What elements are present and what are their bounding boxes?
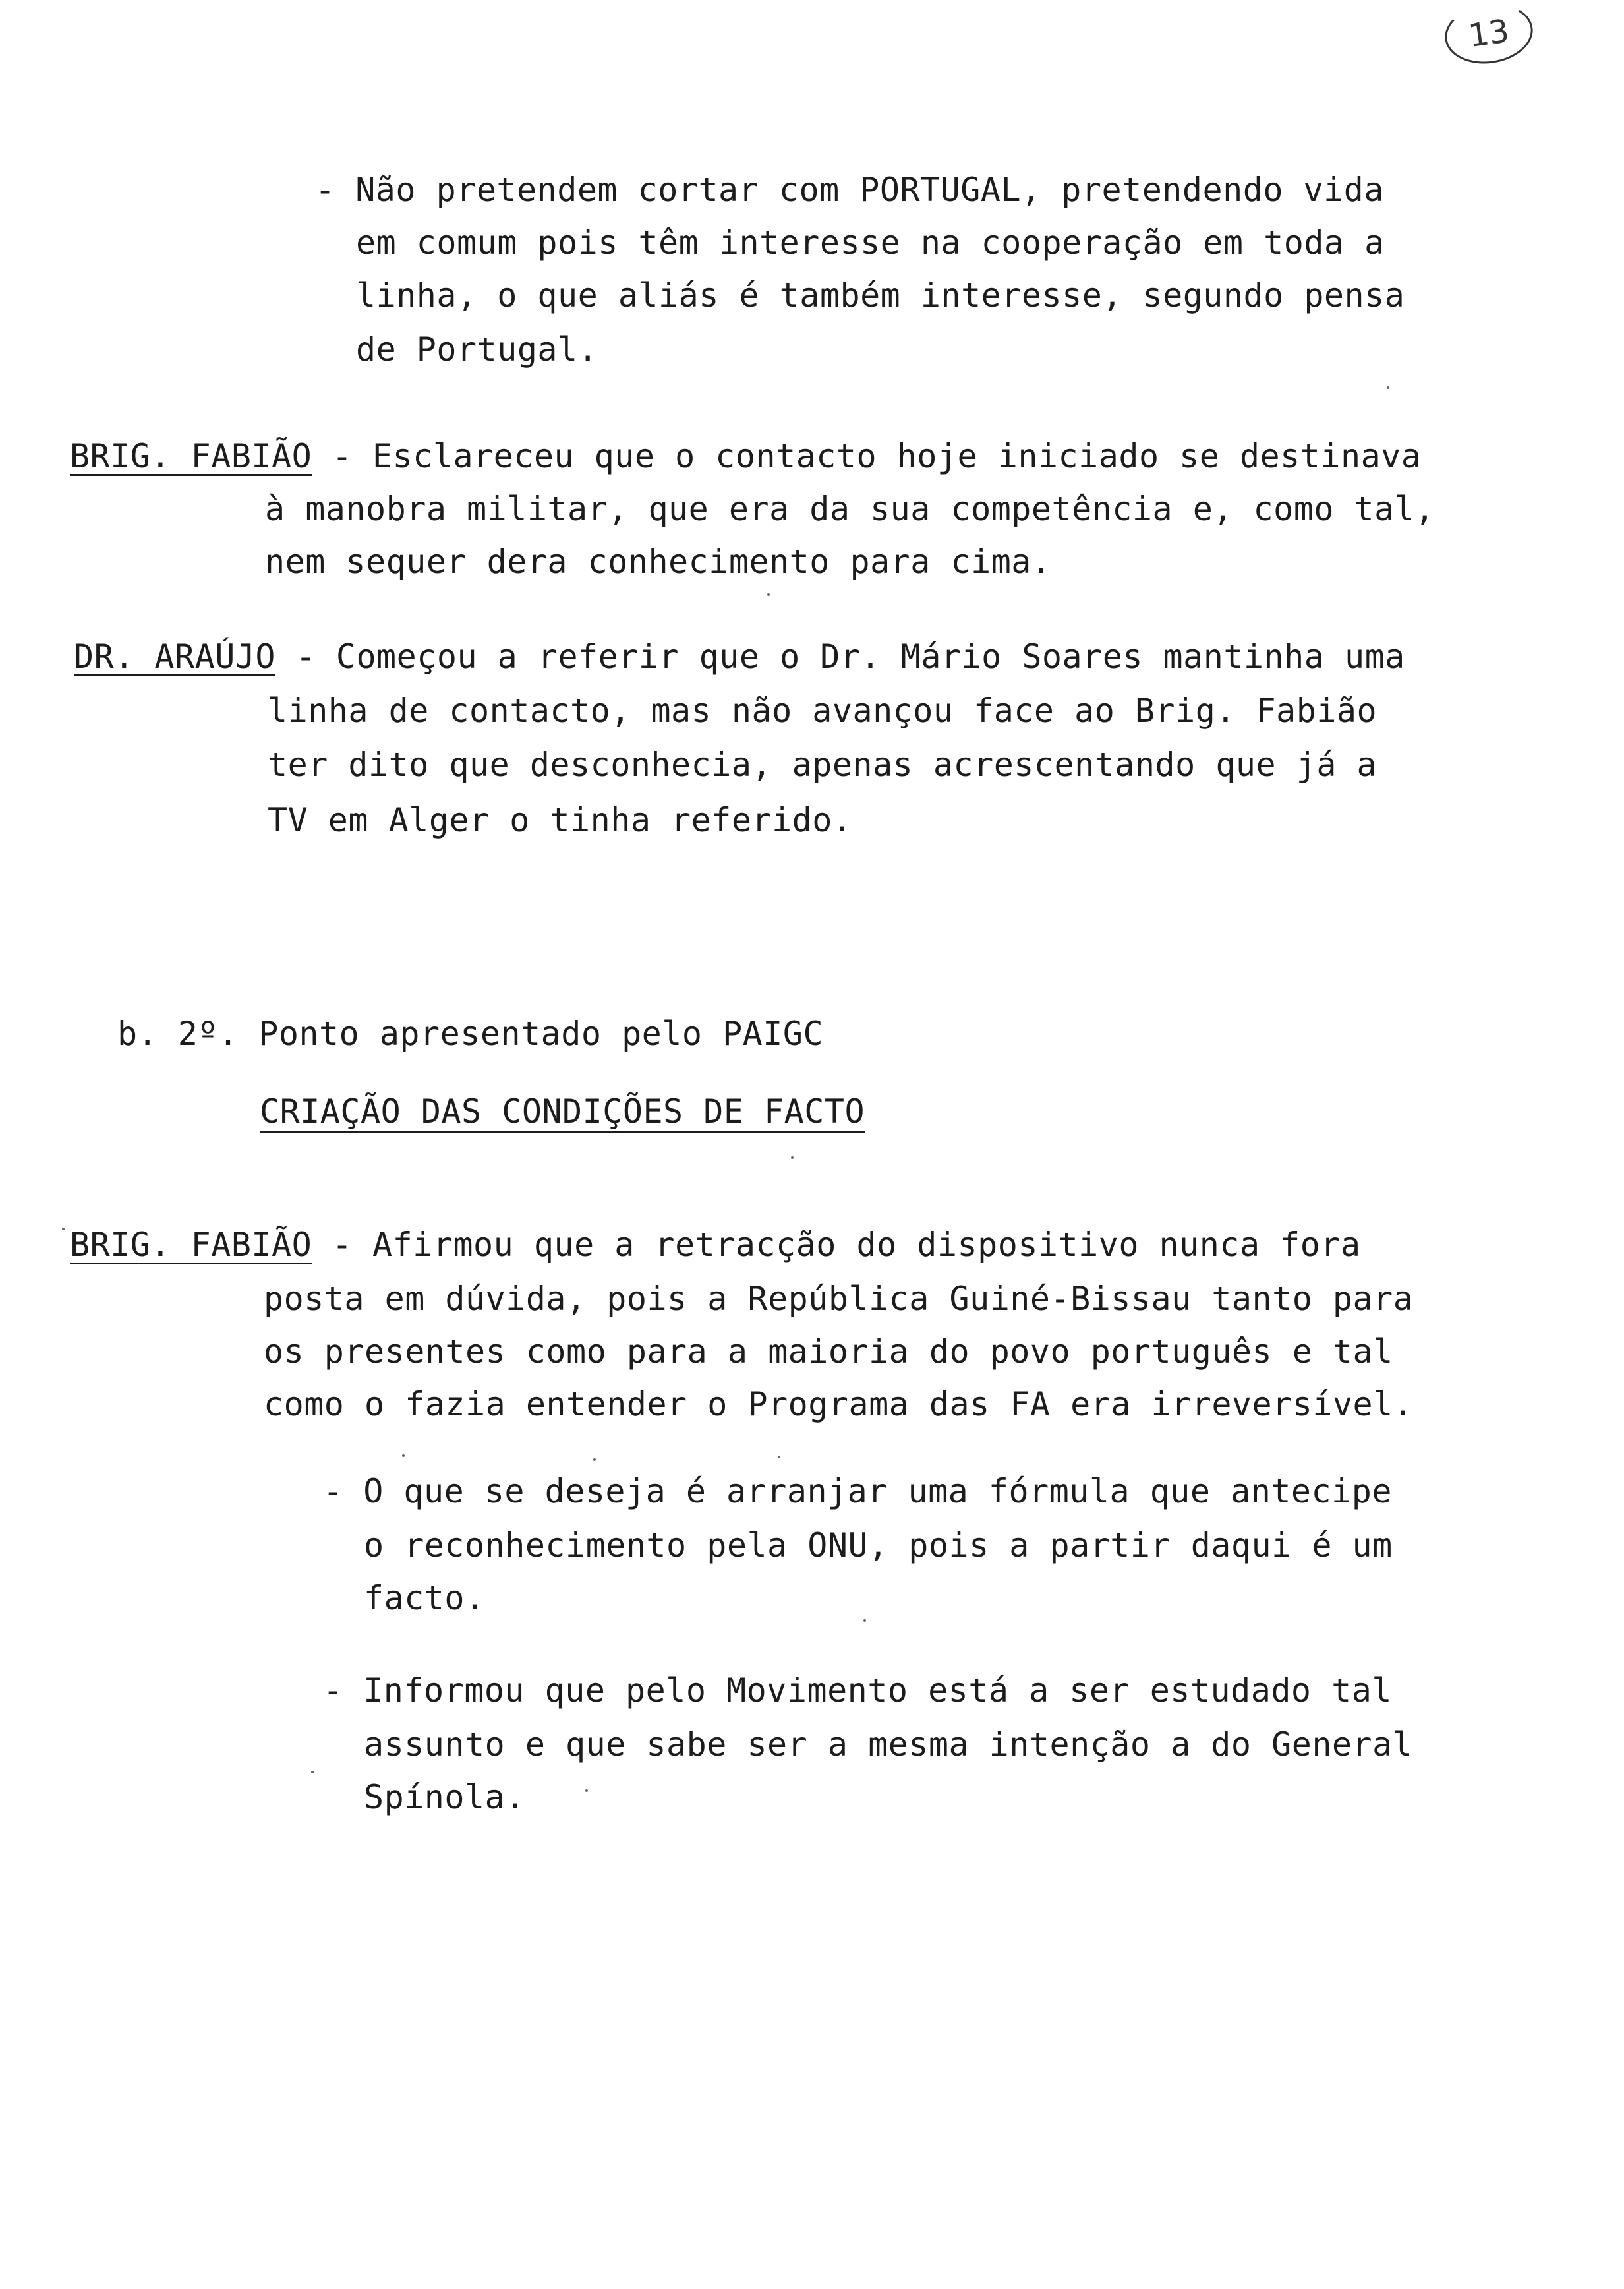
speaker-line — [70, 1225, 1361, 1264]
scan-speck — [62, 1228, 65, 1230]
scan-speck — [863, 1619, 866, 1622]
statement-line: TV em Alger o tinha referido. — [268, 801, 853, 839]
speaker-label: DR. ARAÚJO — [74, 638, 276, 676]
bullet-line: facto. — [364, 1579, 485, 1617]
scan-speck — [1387, 386, 1389, 389]
page-number-stamp: 13 — [1441, 0, 1536, 69]
bullet-line: em comum pois têm interesse na cooperação em toda a — [356, 223, 1385, 262]
statement-text: - Começou a referir que o Dr. Mário Soares mantinha uma — [276, 638, 1405, 676]
statement-line: os presentes como para a maioria do povo português e tal — [264, 1332, 1393, 1371]
speaker-label: BRIG. FABIÃO — [70, 437, 312, 475]
section-heading: b. 2º. Ponto apresentado pelo PAIGC — [117, 1015, 824, 1053]
speaker-line — [70, 436, 1421, 476]
scan-speck — [791, 1156, 794, 1159]
speaker-line — [74, 637, 1405, 676]
bullet-line: - O que se deseja é arranjar uma fórmula que antecipe — [323, 1472, 1392, 1510]
statement-text: - Afirmou que a retracção do dispositivo nunca fora — [312, 1226, 1361, 1264]
scan-speck — [311, 1771, 314, 1773]
statement-line: linha de contacto, mas não avançou face ao Brig. Fabião — [268, 692, 1378, 730]
bullet-line: de Portugal. — [356, 330, 598, 369]
scan-speck — [593, 1458, 596, 1461]
scan-speck — [585, 1789, 588, 1792]
bullet-line: o reconhecimento pela ONU, pois a partir daqui é um — [364, 1526, 1393, 1564]
bullet-line: linha, o que aliás é também interesse, segundo pensa — [356, 276, 1405, 314]
bullet-line: assunto e que sabe ser a mesma intenção a do General — [364, 1725, 1413, 1764]
statement-text: - Esclareceu que o contacto hoje iniciado se destinava — [312, 437, 1422, 475]
statement-line: posta em dúvida, pois a República Guiné-Bissau tanto para — [264, 1280, 1414, 1318]
bullet-line: Spínola. — [364, 1778, 525, 1816]
statement-line: como o fazia entender o Programa das FA era irreversível. — [264, 1385, 1414, 1423]
scan-speck — [402, 1454, 405, 1457]
bullet-line: - Informou que pelo Movimento está a ser estudado tal — [323, 1671, 1392, 1709]
statement-line: ter dito que desconhecia, apenas acrescentando que já a — [268, 746, 1378, 784]
scan-speck — [767, 593, 770, 596]
scan-speck — [778, 1456, 780, 1458]
statement-line: nem sequer dera conhecimento para cima. — [265, 543, 1052, 581]
statement-line: à manobra militar, que era da sua competência e, como tal, — [265, 490, 1435, 528]
bullet-line: - Não pretendem cortar com PORTUGAL, pretendendo vida — [315, 171, 1384, 209]
section-subheading: CRIAÇÃO DAS CONDIÇÕES DE FACTO — [260, 1092, 865, 1131]
speaker-label: BRIG. FABIÃO — [70, 1226, 312, 1264]
